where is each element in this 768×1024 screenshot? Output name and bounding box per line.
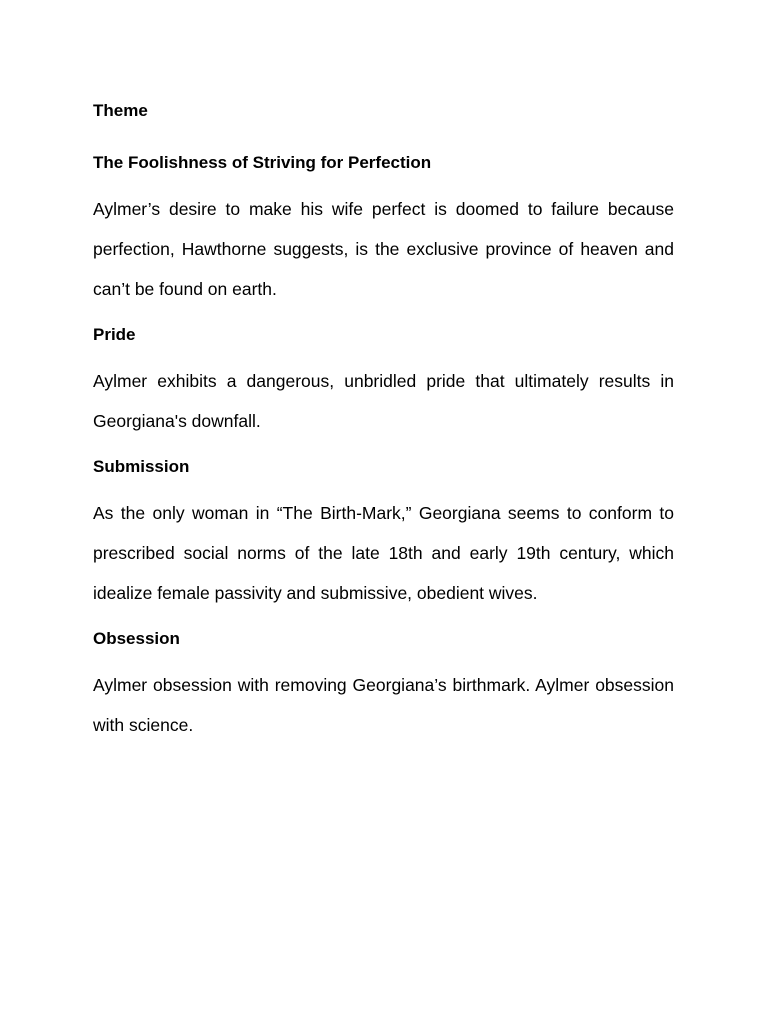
section-body-submission: As the only woman in “The Birth-Mark,” Georgiana seems to conform to prescribed social norms of the late 18th and early 19th century, which idealize female passivity and submissive, obedient wives. — [93, 503, 674, 603]
section-body-obsession: Aylmer obsession with removing Georgiana’s birthmark. Aylmer obsession with science. — [93, 675, 674, 735]
section-body-pride: Aylmer exhibits a dangerous, unbridled pride that ultimately results in Georgiana's downfall. — [93, 371, 674, 431]
document-page — [93, 98, 674, 745]
section-heading-perfection: The Foolishness of Striving for Perfection — [93, 153, 432, 172]
section-heading-pride: Pride — [93, 325, 136, 344]
section-heading-theme: Theme — [93, 101, 148, 120]
section-body-perfection: Aylmer’s desire to make his wife perfect is doomed to failure because perfection, Hawthorne suggests, is the exclusive province of heaven and can’t be found on earth. — [93, 199, 674, 299]
section-heading-submission: Submission — [93, 457, 190, 476]
section-heading-obsession: Obsession — [93, 629, 180, 648]
